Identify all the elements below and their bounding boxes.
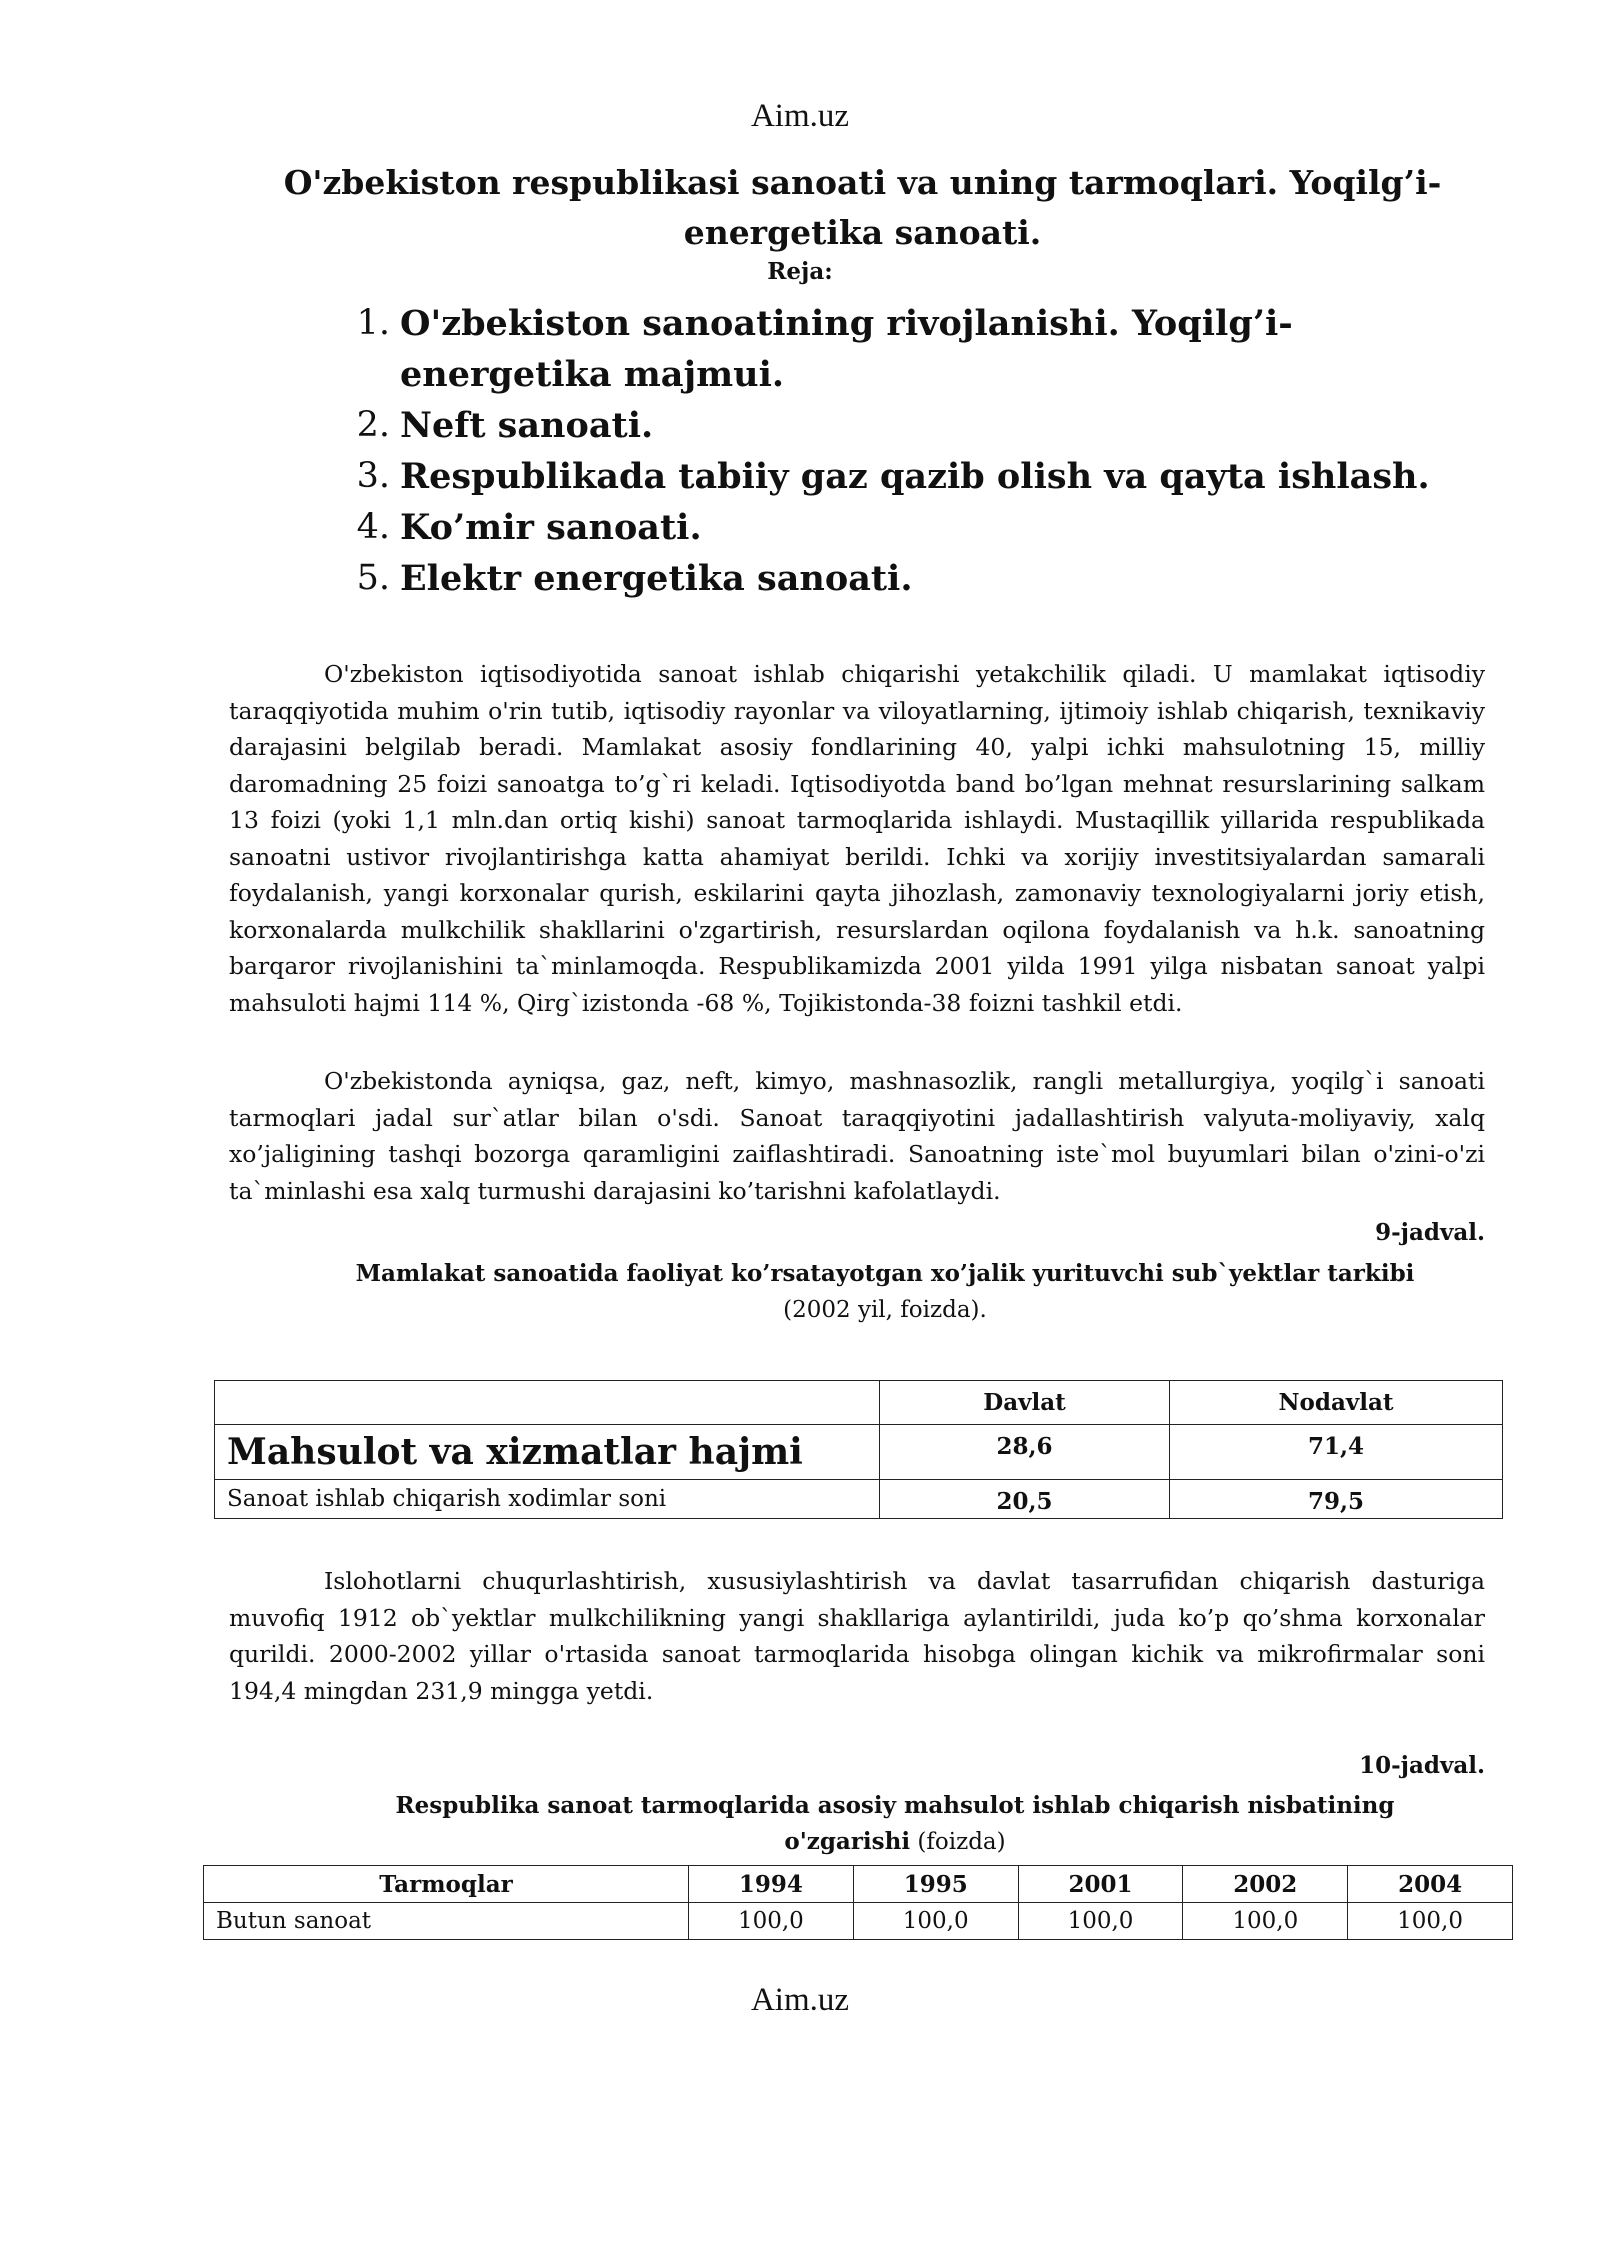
plan-item	[340, 502, 1500, 553]
table-header-cell	[215, 1381, 880, 1425]
plan-item-text: O'zbekiston sanoatining rivojlanishi. Yoqilg’i-energetika majmui.	[400, 303, 1293, 395]
table9-label: 9-jadval.	[1375, 1219, 1485, 1246]
table10-caption	[95, 1788, 1600, 1860]
table-header-cell: Davlat	[880, 1381, 1170, 1425]
table-row	[204, 1903, 1513, 1940]
plan-list	[340, 298, 1500, 604]
page-header: Aim.uz	[750, 98, 850, 134]
plan-item-number: 5.	[356, 558, 390, 598]
table-header-cell: 2001	[1018, 1866, 1183, 1903]
plan-item-number: 4.	[356, 507, 390, 547]
table10-label: 10-jadval.	[1359, 1752, 1485, 1779]
table-cell: 100,0	[1348, 1903, 1513, 1940]
table9-caption-subtitle: (2002 yil, foizda).	[783, 1297, 987, 1323]
table-cell: 100,0	[689, 1903, 854, 1940]
plan-item-text: Neft sanoati.	[400, 405, 654, 446]
table-header-cell: Tarmoqlar	[204, 1866, 689, 1903]
plan-item	[340, 400, 1500, 451]
plan-item	[340, 553, 1500, 604]
plan-item-text: Elektr energetika sanoati.	[400, 558, 913, 599]
table-cell: Mahsulot va xizmatlar hajmi	[215, 1425, 880, 1480]
table-cell: 71,4	[1170, 1425, 1503, 1480]
table-cell: 100,0	[1018, 1903, 1183, 1940]
table-header-row	[204, 1866, 1513, 1903]
table-cell: Butun sanoat	[204, 1903, 689, 1940]
table-header-row	[215, 1381, 1503, 1425]
document-title: O'zbekiston respublikasi sanoati va uning tarmoqlari. Yoqilg’i-energetika sanoati.	[283, 163, 1442, 252]
plan-item-text: Respublikada tabiiy gaz qazib olish va qayta ishlash.	[400, 456, 1430, 497]
page-footer: Aim.uz	[750, 1982, 850, 2018]
table9	[214, 1380, 1503, 1519]
table-cell: Sanoat ishlab chiqarish xodimlar soni	[215, 1480, 880, 1519]
table-cell: 28,6	[880, 1425, 1170, 1480]
paragraph-intro: O'zbekiston iqtisodiyotida sanoat ishlab chiqarishi yetakchilik qiladi. U mamlakat iqtisodiy taraqqiyotida muhim o'rin tutib, iqtisodiy rayonlar va viloyatlarning, ijtimoiy ishlab chiqarish, texnikaviy darajasini belgilab beradi. Mamlakat asosiy fondlarining 40, yalpi ichki mahsulotning 15, milliy daromadning 25 foizi sanoatga to’g`ri keladi. Iqtisodiyotda band bo’lgan mehnat resurslarining salkam 13 foizi (yoki 1,1 mln.dan ortiq kishi) sanoat tarmoqlarida ishlaydi. Mustaqillik yillarida respublikada sanoatni ustivor rivojlantirishga katta ahamiyat berildi. Ichki va xorijiy investitsiyalardan samarali foydalanish, yangi korxonalar qurish, eskilarini qayta jihozlash, zamonaviy texnologiyalarni joriy etish, korxonalarda mulkchilik shakllarini o'zgartirish, resurslardan oqilona foydalanish va h.k. sanoatning barqaror rivojlanishini ta`minlamoqda. Respublikamizda 2001 yilda 1991 yilga nisbatan sanoat yalpi mahsuloti hajmi 114 %, Qirg`izistonda -68 %, Tojikistonda-38 foizni tashkil etdi.	[229, 660, 1485, 1017]
table-cell: 100,0	[1183, 1903, 1348, 1940]
plan-item-number: 2.	[356, 405, 390, 445]
table10-caption-title-cont: o'zgarishi	[784, 1828, 911, 1855]
table-row	[215, 1425, 1503, 1480]
table9-caption	[170, 1256, 1600, 1328]
table-row	[215, 1480, 1503, 1519]
paragraph-growth: O'zbekistonda ayniqsa, gaz, neft, kimyo, mashnasozlik, rangli metallurgiya, yoqilg`i sanoati tarmoqlari jadal sur`atlar bilan o'sdi. Sanoat taraqqiyotini jadallashtirish valyuta-moliyaviy, xalq xo’jaligining tashqi bozorga qaramligini zaiflashtiradi. Sanoatning iste`mol buyumlari bilan o'zini-o'zi ta`minlashi esa xalq turmushi darajasini ko’tarishni kafolatlaydi.	[229, 1067, 1485, 1205]
table-header-cell: 2002	[1183, 1866, 1348, 1903]
table10-caption-title: Respublika sanoat tarmoqlarida asosiy mahsulot ishlab chiqarish nisbatining	[395, 1792, 1395, 1819]
table9-caption-title: Mamlakat sanoatida faoliyat ko’rsatayotgan xo’jalik yurituvchi sub`yektlar tarkibi	[355, 1260, 1415, 1287]
plan-item	[340, 451, 1500, 502]
table-cell: 20,5	[880, 1480, 1170, 1519]
table-cell: 79,5	[1170, 1480, 1503, 1519]
table-header-cell: Nodavlat	[1170, 1381, 1503, 1425]
table-header-cell: 2004	[1348, 1866, 1513, 1903]
table10-caption-unit: (foizda)	[917, 1829, 1006, 1855]
plan-item-number: 1.	[356, 303, 390, 343]
table10	[203, 1865, 1513, 1940]
plan-heading: Reja:	[767, 258, 833, 285]
table-header-cell: 1994	[689, 1866, 854, 1903]
plan-item	[340, 298, 1500, 400]
table-cell: 100,0	[853, 1903, 1018, 1940]
plan-item-number: 3.	[356, 456, 390, 496]
plan-item-text: Ko’mir sanoati.	[400, 507, 702, 548]
table-header-cell: 1995	[853, 1866, 1018, 1903]
paragraph-reforms: Islohotlarni chuqurlashtirish, xususiylashtirish va davlat tasarrufidan chiqarish dasturiga muvofiq 1912 ob`yektlar mulkchilikning yangi shakllariga aylantirildi, juda ko’p qo’shma korxonalar qurildi. 2000-2002 yillar o'rtasida sanoat tarmoqlarida hisobga olingan kichik va mikrofirmalar soni 194,4 mingdan 231,9 mingga yetdi.	[229, 1567, 1485, 1705]
